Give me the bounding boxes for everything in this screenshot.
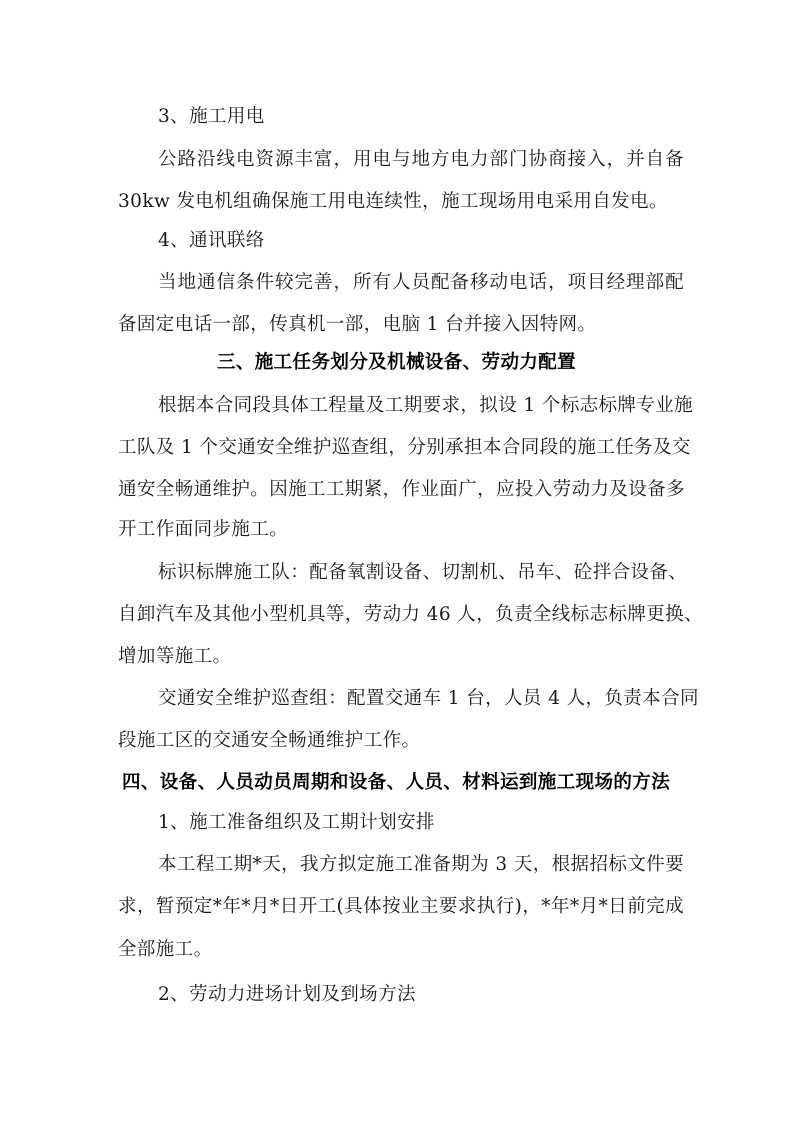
paragraph-line: 工队及 1 个交通安全维护巡查组，分别承担本合同段的施工任务及交 <box>118 437 691 458</box>
paragraph-line: 全部施工。 <box>118 939 213 960</box>
paragraph-line: 当地通信条件较完善，所有人员配备移动电话，项目经理部配 <box>158 272 684 293</box>
section-heading-3: 三、施工任务划分及机械设备、劳动力配置 <box>216 352 577 373</box>
paragraph-line: 30kw 发电机组确保施工用电连续性，施工现场用电采用自发电。 <box>118 191 668 212</box>
paragraph-line: 交通安全维护巡查组：配置交通车 1 台，人员 4 人，负责本合同 <box>158 688 699 709</box>
paragraph-line: 备固定电话一部，传真机一部，电脑 1 台并接入因特网。 <box>118 314 597 335</box>
paragraph-line: 增加等施工。 <box>118 646 232 667</box>
paragraph-line: 自卸汽车及其他小型机具等，劳动力 46 人，负责全线标志标牌更换、 <box>118 604 704 625</box>
paragraph-line: 本工程工期*天，我方拟定施工准备期为 3 天，根据招标文件要 <box>158 854 684 875</box>
subheading-schedule: 1、施工准备组织及工期计划安排 <box>158 812 435 833</box>
paragraph-line: 求，暂预定*年*月*日开工(具体按业主要求执行)，*年*月*日前完成 <box>118 896 684 917</box>
paragraph-line: 通安全畅通维护。因施工工期紧，作业面广，应投入劳动力及设备多 <box>118 479 686 500</box>
subheading-communication: 4、通讯联络 <box>158 230 265 251</box>
paragraph-line: 开工作面同步施工。 <box>118 519 289 540</box>
paragraph-line: 公路沿线电资源丰富，用电与地方电力部门协商接入，并自备 <box>158 149 684 170</box>
paragraph-line: 标识标牌施工队：配备氧割设备、切割机、吊车、砼拌合设备、 <box>158 562 688 583</box>
subheading-labor-plan: 2、劳动力进场计划及到场方法 <box>158 984 416 1005</box>
section-heading-4: 四、设备、人员动员周期和设备、人员、材料运到施工现场的方法 <box>122 772 671 793</box>
subheading-power-supply: 3、施工用电 <box>158 106 265 127</box>
paragraph-line: 根据本合同段具体工程量及工期要求，拟设 1 个标志标牌专业施 <box>158 395 694 416</box>
paragraph-line: 段施工区的交通安全畅通维护工作。 <box>118 730 421 751</box>
